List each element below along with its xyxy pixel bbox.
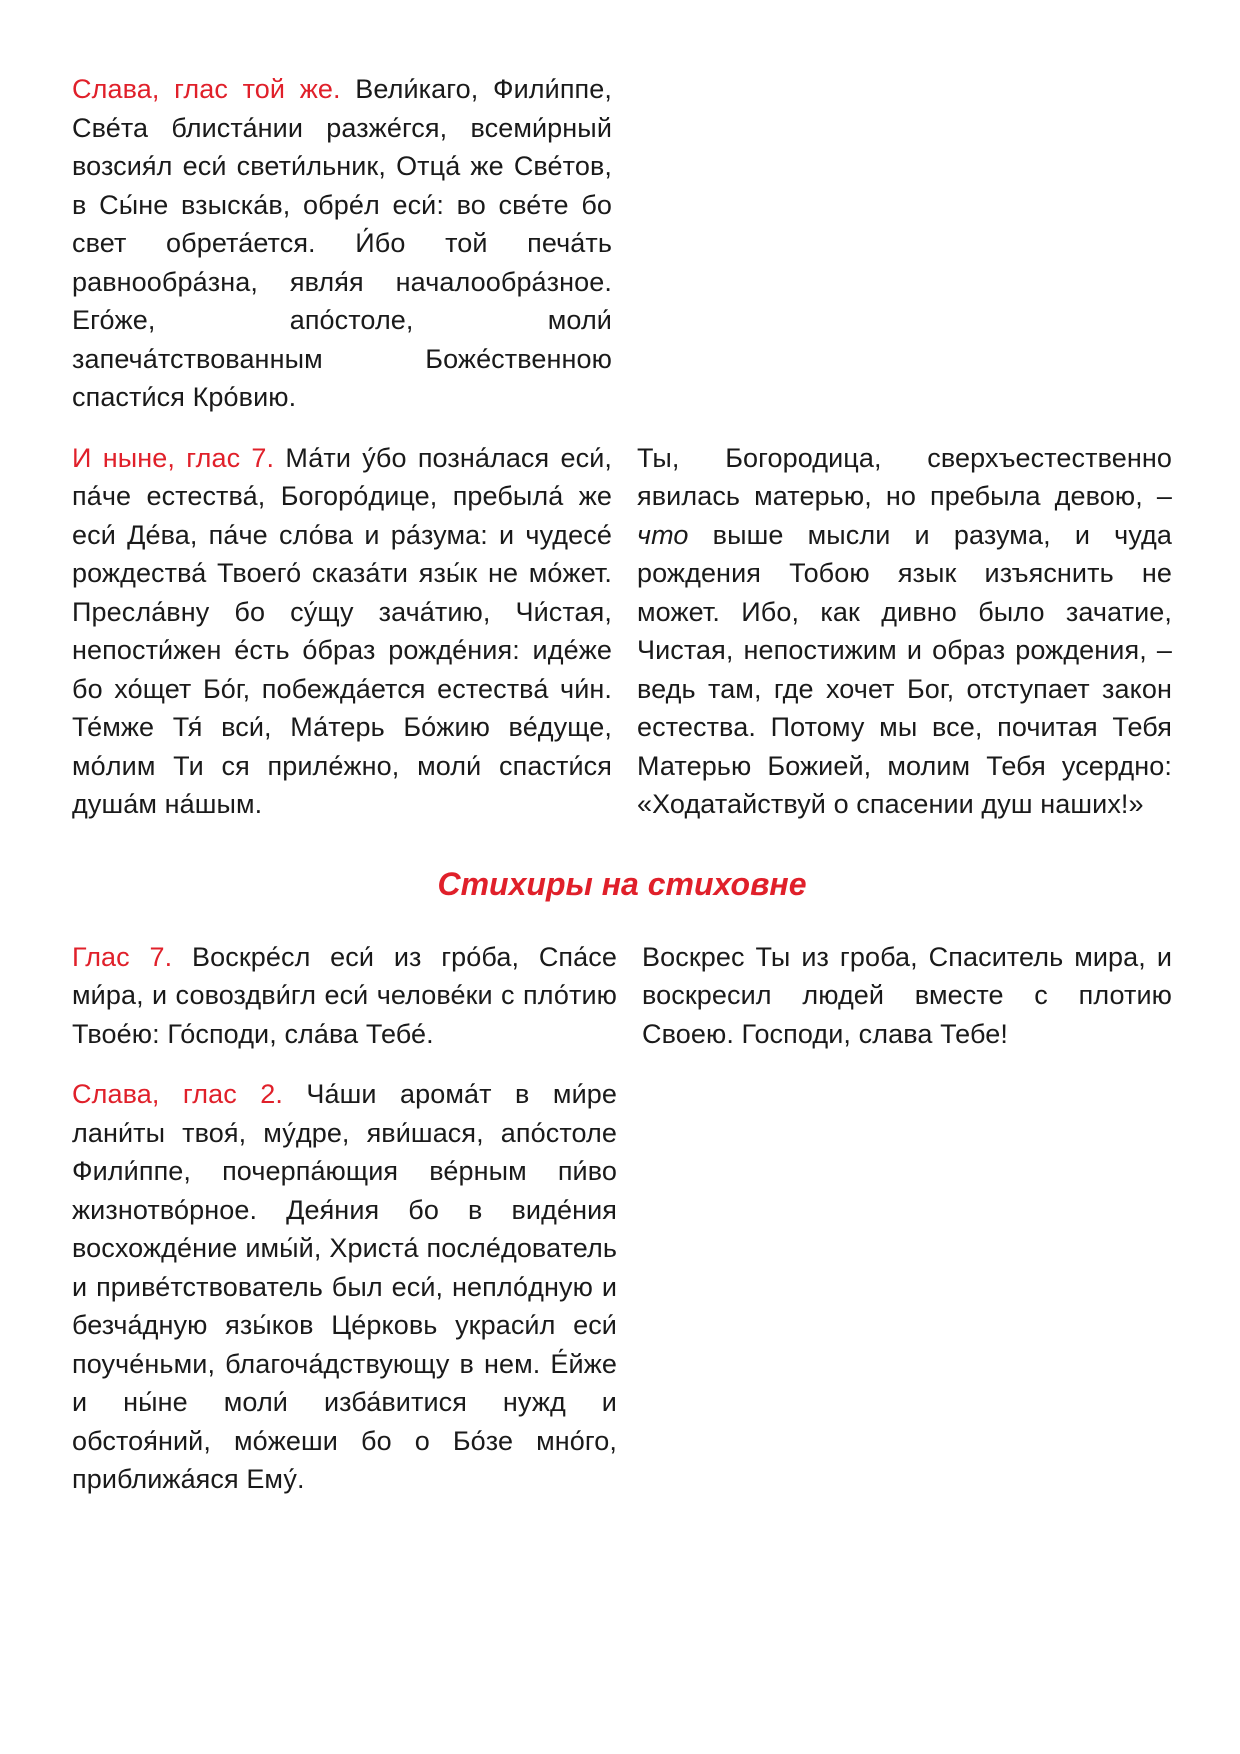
- slava-2-church-slavonic: [72, 1075, 617, 1499]
- glas-7-text: Воскре́сл еси́ из гро́ба, Спа́се ми́ра, и совоздви́гл еси́ челове́ки с пло́тию Твое́ю: Го́споди, сла́ва Тебе́.: [72, 941, 617, 1049]
- glas-7-translation-paragraph: Воскрес Ты из гроба, Спаситель мира, и воскресил людей вместе с плотию Своею. Господи, слава Тебе!: [642, 941, 1172, 1049]
- section-heading: Стихиры на стиховне: [437, 865, 807, 902]
- i-nyne-paragraph: [72, 439, 612, 824]
- i-nyne-church-slavonic: [72, 439, 612, 824]
- i-nyne-text: Ма́ти у́бо позна́лася еси́, па́че естества́, Богоро́дице, пребыла́ же еси́ Де́ва, па́че сло́ва и ра́зума: и чудесе́ рождества́ Твоего́ сказа́ти язы́к не мо́жет. Пресла́вну бо су́щу зача́тию, Чи́стая, непости́жен е́сть о́браз рожде́ния: иде́же бо хо́щет Бо́г, побежда́ется естества́ чи́н. Те́мже Тя́ вси́, Ма́терь Бо́жию ве́дуще, мо́лим Ти ся приле́жно, моли́ спасти́ся душа́м на́шым.: [72, 442, 612, 819]
- glas-7-rubric: Глас 7.: [72, 941, 173, 972]
- i-nyne-translation-pre: Ты, Богородица, сверхъестественно явилась матерью, но пребыла девою, –: [637, 442, 1172, 511]
- i-nyne-translation-post: выше мысли и разума, и чуда рождения Тобою язык изъяснить не может. Ибо, как дивно было зачатие, Чистая, непостижим и образ рождения, – ведь там, где хочет Бог, отступает закон естества. Потому мы все, почитая Тебя Матерью Божией, молим Тебя усердно: «Ходатайствуй о спасении душ наших!»: [637, 519, 1172, 819]
- slava-2-text: Ча́ши арома́т в ми́ре лани́ты твоя́, му́дре, яви́шася, апо́столе Фили́ппе, почерпа́ющия ве́рным пи́во жизнотво́рное. Дея́ния бо в виде́ния восхожде́ние имы́й, Христа́ после́дователь и приве́тствователь был еси́, непло́дную и безча́дную язы́ков Це́рковь украси́л еси́ поуче́ньми, благоча́дствующу в нем. Е́йже и ны́не моли́ изба́витися нужд и обстоя́ний, мо́жеши бо о Бо́зе мно́го, приближа́яся Ему́.: [72, 1079, 617, 1494]
- glas-7-paragraph: [72, 938, 617, 1054]
- row-i-nyne: [72, 439, 1172, 824]
- slava-1-church-slavonic: [72, 70, 612, 417]
- i-nyne-translation: [637, 439, 1172, 824]
- slava-2-rubric: Слава, глас 2.: [72, 1079, 283, 1109]
- page-content: [72, 70, 1172, 1499]
- glas-7-church-slavonic: [72, 938, 617, 1054]
- i-nyne-rubric: И ныне, глас 7.: [72, 442, 275, 473]
- slava-1-text: Вели́каго, Фили́ппе, Све́та блиста́нии разже́гся, всеми́рный возсия́л еси́ свети́льник, Отца́ же Све́тов, в Сы́не взыска́в, обре́л еси́: во све́те бо свет обрета́ется. И́бо той печа́ть равнообра́зна, явля́я началообра́зное. Его́же, апо́столе, моли́ запеча́тствованным Боже́ственною спасти́ся Кро́вию.: [72, 74, 612, 412]
- glas-7-translation: [642, 938, 1172, 1054]
- i-nyne-translation-paragraph: [637, 439, 1172, 824]
- row-slava-1: [72, 70, 1172, 417]
- row-glas-7: [72, 938, 1172, 1054]
- row-slava-2: [72, 1075, 1172, 1499]
- i-nyne-translation-em: что: [637, 519, 689, 550]
- slava-1-paragraph: [72, 70, 612, 417]
- slava-2-paragraph: [72, 1075, 617, 1499]
- slava-1-rubric: Слава, глас той же.: [72, 74, 341, 104]
